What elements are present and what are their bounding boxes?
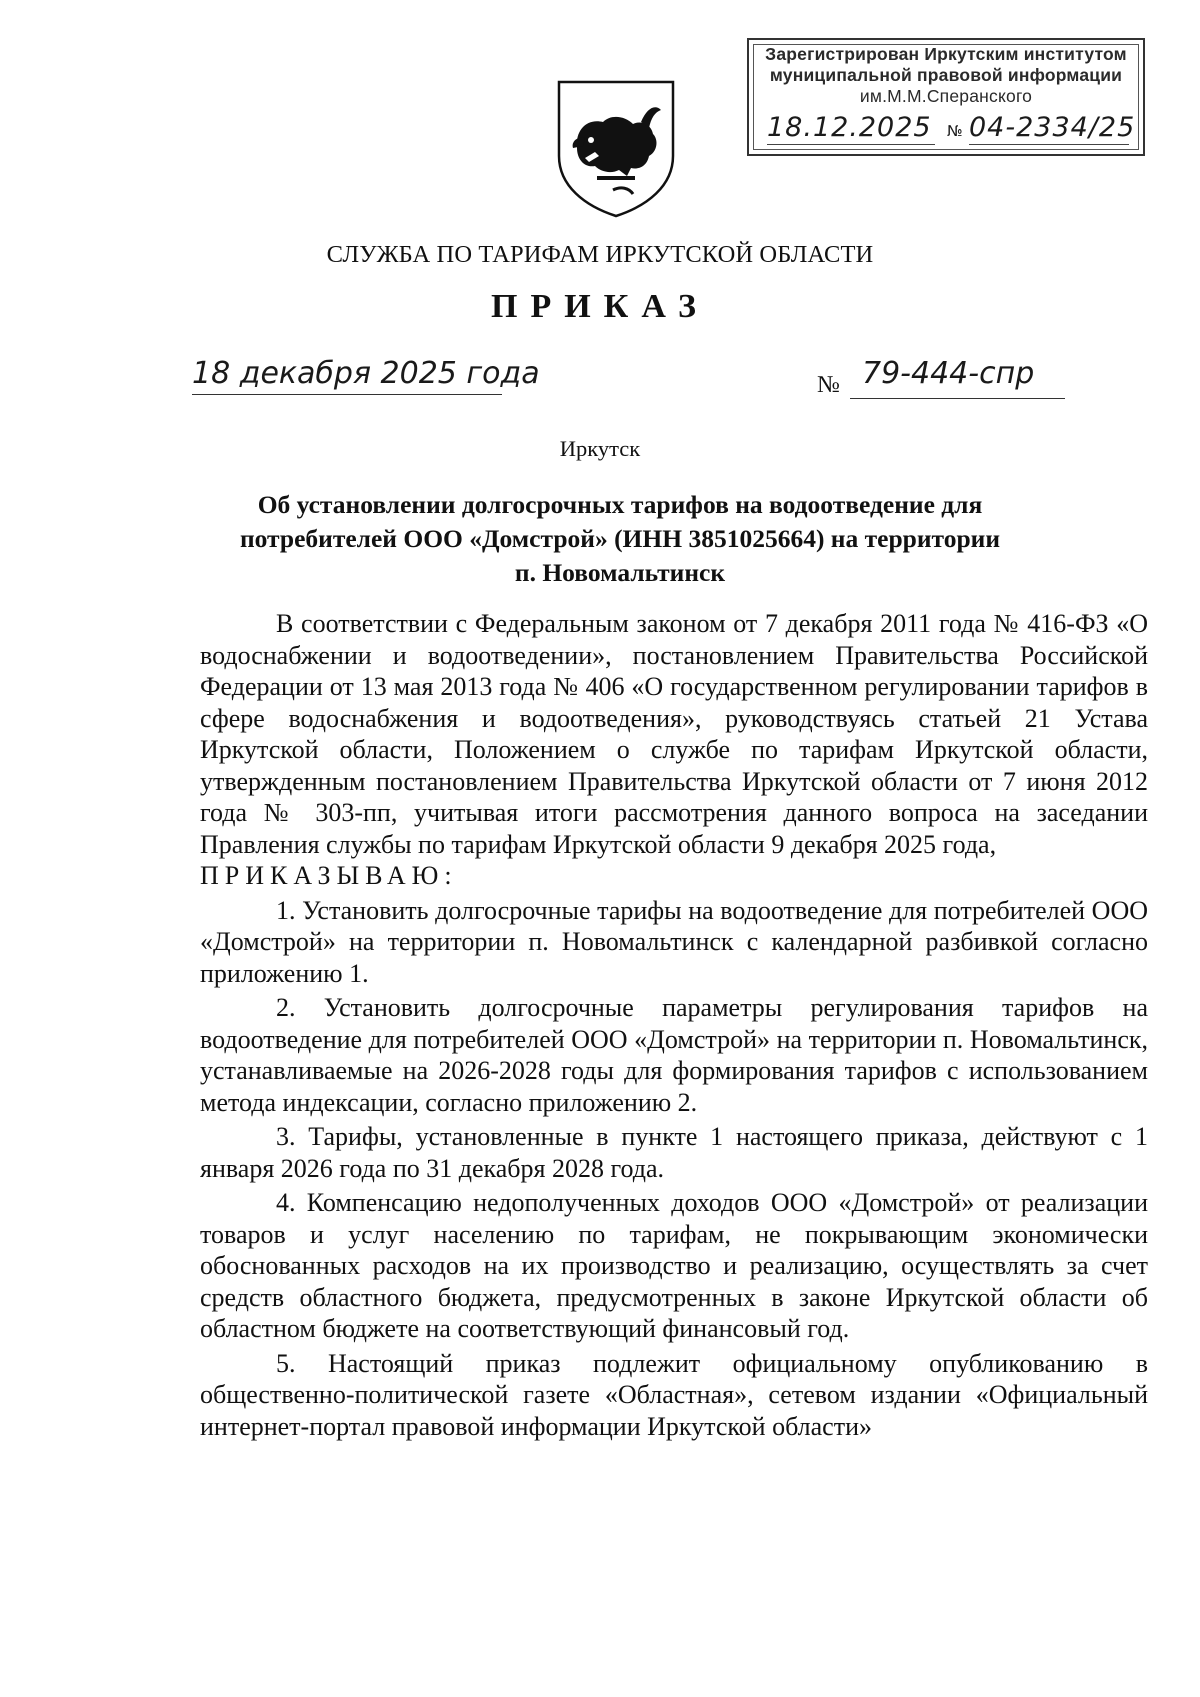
order-date-underline xyxy=(192,394,502,395)
stamp-number-underline xyxy=(969,144,1129,145)
title-line-1: Об установлении долгосрочных тарифов на водоотведение для xyxy=(257,490,983,519)
stamp-registration-number: 04-2334/25 xyxy=(969,112,1136,143)
stamp-line-2: муниципальной правовой информации xyxy=(769,65,1123,85)
document-type-heading: ПРИКАЗ xyxy=(491,288,709,325)
agency-name: СЛУЖБА ПО ТАРИФАМ ИРКУТСКОЙ ОБЛАСТИ xyxy=(326,241,874,268)
title-line-3: п. Новомальтинск xyxy=(514,558,726,587)
stamp-line-3: им.М.М.Сперанского xyxy=(859,86,1033,106)
order-word: ПРИКАЗЫВАЮ: xyxy=(200,861,458,890)
order-item-5: 5. Настоящий приказ подлежит официальному опубликованию в общественно-политической газете «Областная», сетевом издании «Официальный интернет-портал правовой информации Иркутской области» xyxy=(200,1348,1148,1441)
stamp-number-sign: № xyxy=(947,122,964,140)
stamp-registration-date: 18.12.2025 xyxy=(767,112,932,143)
stamp-date-underline xyxy=(767,144,935,145)
order-number-label: № xyxy=(817,372,840,398)
order-item-2: 2. Установить долгосрочные параметры регулирования тарифов на водоотведение для потребителей ООО «Домстрой» на территории п. Новомальтинск, устанавливаемые на 2026-2028 годы для формирования тарифов с использованием метода индексации, согласно приложению 2. xyxy=(200,993,1148,1117)
order-item-4: 4. Компенсацию недополученных доходов ООО «Домстрой» от реализации товаров и услуг населению по тарифам, не покрывающим экономически обоснованных расходов на их производство и реализацию, осуществлять за счет средств областного бюджета, предусмотренных в законе Иркутской области об областном бюджете на соответствующий финансовый год. xyxy=(200,1188,1148,1343)
registration-stamp xyxy=(747,38,1145,156)
order-number-underline xyxy=(850,398,1065,399)
stamp-line-1: Зарегистрирован Иркутским институтом xyxy=(765,44,1127,64)
document-title xyxy=(220,488,1020,590)
order-number-handwritten: 79-444-спр xyxy=(862,356,1035,391)
preamble-paragraph: В соответствии с Федеральным законом от 7 декабря 2011 года № 416-ФЗ «О водоснабжении и водоотведении», постановлением Правительства Российской Федерации от 13 мая 2013 года № 406 «О государственном регулировании тарифов в сфере водоснабжения и водоотведения», руководствуясь статьей 21 Устава Иркутской области, Положением о службе по тарифам Иркутской области, утвержденным постановлением Правительства Иркутской области от 7 июня 2012 года № 303-пп, учитывая итоги рассмотрения данного вопроса на заседании Правления службы по тарифам Иркутской области 9 декабря 2025 года, xyxy=(200,609,1148,859)
coat-of-arms-emblem xyxy=(555,78,677,218)
title-line-2: потребителей ООО «Домстрой» (ИНН 3851025664) на территории xyxy=(239,524,1001,553)
order-item-1: 1. Установить долгосрочные тарифы на водоотведение для потребителей ООО «Домстрой» на территории п. Новомальтинск с календарной разбивкой согласно приложению 1. xyxy=(200,895,1148,988)
document-body xyxy=(200,608,1148,1442)
order-item-3: 3. Тарифы, установленные в пункте 1 настоящего приказа, действуют с 1 января 2026 года по 31 декабря 2028 года. xyxy=(200,1122,1148,1183)
order-date-handwritten: 18 декабря 2025 года xyxy=(192,356,540,391)
city-name: Иркутск xyxy=(559,436,641,461)
